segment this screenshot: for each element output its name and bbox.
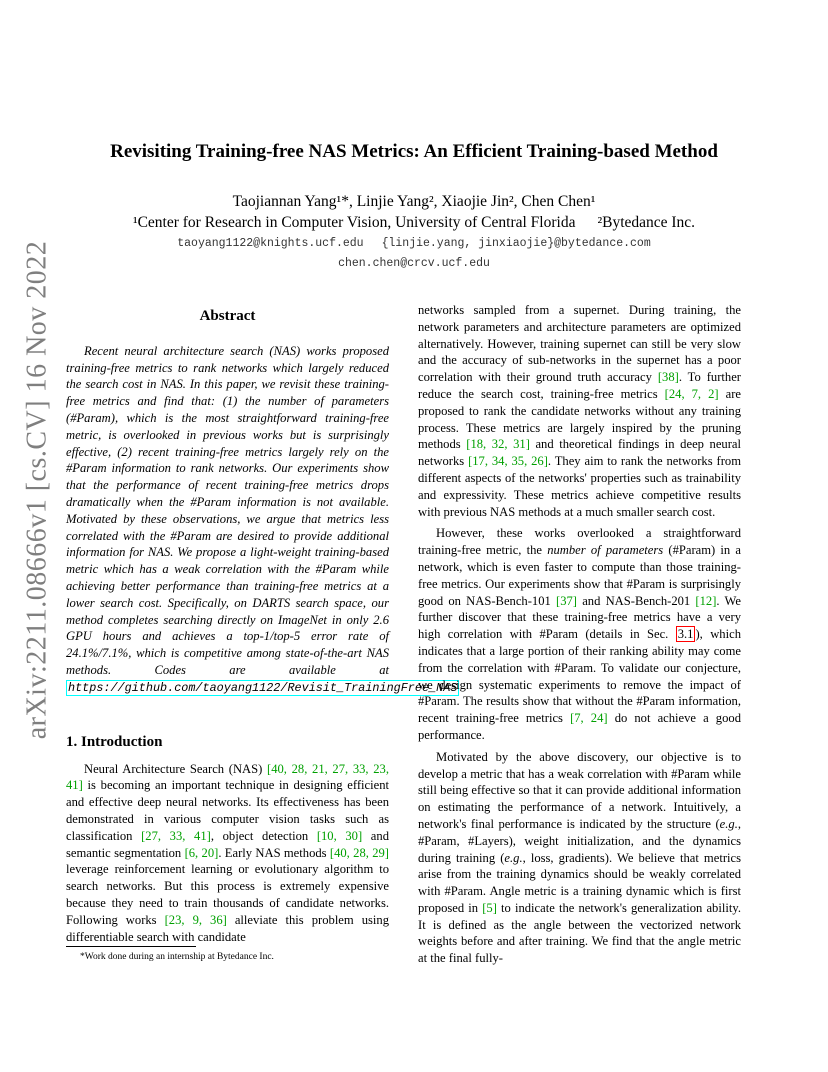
citation-link[interactable]: [40, 28, 29] bbox=[329, 845, 389, 860]
citation-link[interactable]: [17, 34, 35, 26] bbox=[468, 454, 548, 469]
left-column bbox=[66, 302, 458, 945]
text-span: ), which indicates that a large portion of their ranking ability may come from the correlation with #Param. To validate our conjecture, we design systematic experiments to remove the impact of #Param. The results show that without the #Param information, recent training-free metrics bbox=[418, 627, 741, 726]
right-column bbox=[418, 302, 741, 967]
intro-paragraph-1 bbox=[66, 761, 389, 946]
text-span: , object detection bbox=[210, 828, 317, 843]
text-span: networks sampled from a supernet. During training, the network parameters and architecture parameters are optimized alternatively. However, training supernet can still be very slow and the accuracy of sub-networks in the supernet has a poor correlation with their ground truth accuracy bbox=[418, 303, 741, 385]
email-line bbox=[0, 237, 828, 250]
author-list: Taojiannan Yang¹*, Linjie Yang², Xiaojie Jin², Chen Chen¹ bbox=[232, 193, 596, 210]
introduction-heading: 1. Introduction bbox=[66, 733, 163, 750]
abstract-heading: Abstract bbox=[199, 308, 256, 324]
text-span: Neural Architecture Search (NAS) bbox=[84, 761, 268, 776]
right-paragraph-3 bbox=[418, 749, 741, 967]
citation-link[interactable]: [37] bbox=[556, 593, 577, 608]
text-span: are proposed to rank the candidate networks without any training process. These metrics are largely inspired by the pruning methods bbox=[418, 386, 741, 452]
citation-link[interactable]: [40, 28, 21, 27, 33, 23, 41] bbox=[66, 761, 389, 793]
citation-link[interactable]: [38] bbox=[657, 370, 679, 385]
citation-link[interactable]: [10, 30] bbox=[316, 828, 363, 843]
email-chen[interactable]: chen.chen@crcv.ucf.edu bbox=[338, 257, 490, 270]
text-span: . Early NAS methods bbox=[218, 845, 330, 860]
text-span: . We further discover that these training-free metrics have a very high correlation with #Param (details in Sec. bbox=[418, 593, 741, 642]
citation-link[interactable]: [27, 33, 41] bbox=[141, 828, 211, 843]
right-paragraph-1 bbox=[418, 302, 741, 520]
text-span: and NAS-Bench-201 bbox=[577, 593, 696, 608]
text-span: Motivated by the above discovery, our objective is to develop a metric that has a weak correlation with #Param while still being effective so that it can provide additional information on estimating the performance of a network. Intuitively, a network's final performance is indicated by the structure ( bbox=[418, 749, 741, 831]
footnote-divider bbox=[66, 946, 196, 947]
arxiv-identifier-stamp bbox=[20, 240, 54, 740]
citation-link[interactable]: [12] bbox=[695, 593, 717, 608]
email-line-2 bbox=[0, 257, 828, 270]
section-link[interactable]: 3.1 bbox=[677, 627, 694, 642]
arxiv-id-text: arXiv:2211.08666v1 [cs.CV] 16 Nov 2022 bbox=[21, 240, 52, 740]
citation-link[interactable]: [5] bbox=[482, 900, 497, 915]
citation-link[interactable]: [6, 20] bbox=[184, 845, 219, 860]
paper-title: Revisiting Training-free NAS Metrics: An Efficient Training-based Method bbox=[110, 141, 718, 162]
affiliations bbox=[0, 214, 828, 232]
text-span: , #Param, #Layers), weight initialization, and the dynamics during training ( bbox=[418, 816, 741, 865]
text-span: do not achieve a good performance. bbox=[418, 711, 741, 742]
citation-link[interactable]: [23, 9, 36] bbox=[164, 912, 227, 927]
email-bytedance[interactable]: {linjie.yang, jinxiaojie}@bytedance.com bbox=[381, 237, 651, 250]
text-span: . To further reduce the search cost, training-free metrics bbox=[418, 370, 741, 401]
citation-link[interactable]: [24, 7, 2] bbox=[664, 386, 719, 401]
affiliation-ucf: ¹Center for Research in Computer Vision, University of Central Florida bbox=[132, 214, 576, 231]
text-span: leverage reinforcement learning or evolutionary algorithm to search networks. But this process is extremely expensive because they need to train thousands of candidate networks. Following works bbox=[66, 862, 389, 927]
text-span: (#Param) in a network, which is even faster to compute than those training-free metrics. Our experiments show that #Param is surprisingly good on NAS-Bench-101 bbox=[418, 543, 741, 608]
right-paragraph-2 bbox=[418, 525, 741, 743]
text-span: and semantic segmentation bbox=[66, 828, 389, 860]
abstract-body: Recent neural architecture search (NAS) works proposed training-free metrics to rank networks which largely reduced the search cost in NAS. In this paper, we revisit these training-free metrics and find that: (1) the number of parameters (#Param), which is the most straightforward training-free metric, is overlooked in previous works but is surprisingly effective, (2) recent training-free metrics largely rely on the #Param information to rank networks. Our experiments show that the performance of recent training-free metrics drops dramatically when the #Param information is not available. Motivated by these observations, we argue that metrics less correlated with the #Param are desired to provide additional information for NAS. We propose a light-weight training-based metric which has a weak correlation with the #Param while achieving better performance than training-free metrics at a lower search cost. Specifically, on DARTS search space, our method completes searching directly on ImageNet in only 2.6 GPU hours and achieves a top-1/top-5 error rate of 24.1%/7.1%, which is competitive among state-of-the-art NAS methods. Codes are available at bbox=[66, 343, 389, 677]
abstract-text bbox=[66, 343, 458, 696]
text-span: . They aim to rank the networks from different aspects of the networks' properties such as trainability and expressivity. These metrics achieve competitive results with previous NAS methods at a much smaller search cost. bbox=[418, 454, 741, 519]
code-link[interactable]: https://github.com/taoyang1122/Revisit_TrainingFree_NAS bbox=[68, 680, 458, 695]
citation-link[interactable]: [7, 24] bbox=[570, 711, 608, 726]
emphasis-text: e.g. bbox=[719, 816, 738, 831]
footnote: *Work done during an internship at Bytedance Inc. bbox=[80, 952, 274, 962]
text-span: , loss, gradients). We believe that metrics arise from the training dynamics should be weakly correlated with #Param. Angle metric is a training dynamic which is first proposed in bbox=[418, 850, 742, 915]
affiliation-bytedance: ²Bytedance Inc. bbox=[597, 214, 696, 231]
text-span: and theoretical findings in deep neural networks bbox=[418, 437, 741, 469]
emphasis-text: e.g. bbox=[504, 850, 523, 865]
text-span: alleviate this problem using differentiable search with candidate bbox=[66, 912, 390, 944]
text-span: is becoming an important technique in designing efficient and effective deep neural networks. Its effectiveness has been demonstrated in various computer vision tasks such as classification bbox=[66, 778, 389, 843]
text-span: However, these works overlooked a straightforward training-free metric, the bbox=[418, 526, 741, 558]
email-ucf[interactable]: taoyang1122@knights.ucf.edu bbox=[177, 237, 364, 250]
text-span: to indicate the network's generalization ability. It is defined as the angle between the vectorized network weights before and after training. We find that the angle metric at the final fully- bbox=[418, 900, 741, 966]
citation-link[interactable]: [18, 32, 31] bbox=[466, 437, 530, 452]
emphasis-text: number of parameters bbox=[547, 543, 664, 558]
